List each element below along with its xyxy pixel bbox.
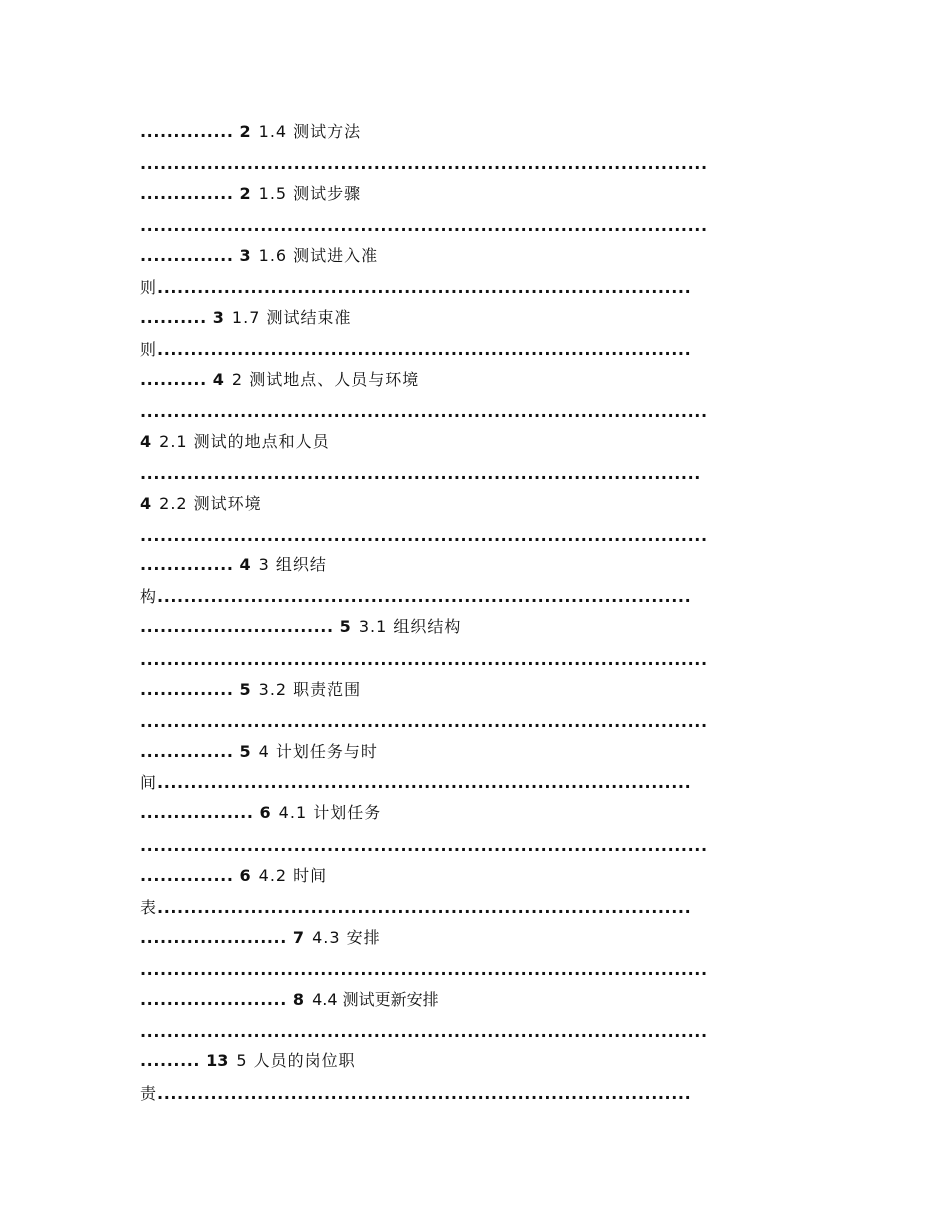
leader-dots: ..........: [140, 370, 207, 389]
toc-entry[interactable]: [140, 555, 327, 575]
entry-tail: 构: [140, 587, 158, 606]
leader-dots: ..............: [140, 866, 234, 885]
leader-dots: .........: [140, 1051, 201, 1070]
page-number: 4: [140, 494, 152, 513]
entry-title: 4.4 测试更新安排: [312, 990, 439, 1009]
toc-entry[interactable]: [140, 184, 361, 204]
entry-title: 5 人员的岗位职: [236, 1051, 356, 1070]
page-number: 6: [259, 803, 271, 822]
leader-dots: ..............: [140, 680, 234, 699]
page-number: 3: [212, 308, 224, 327]
page-number: 4: [212, 370, 224, 389]
leader-dots: .....................................................................................: [140, 1022, 708, 1041]
toc-continuation: [140, 836, 812, 856]
toc-continuation: [140, 154, 812, 174]
toc-entry[interactable]: [140, 928, 381, 948]
page-number: 13: [206, 1051, 229, 1070]
toc-continuation: [140, 650, 812, 670]
entry-title: 1.4 测试方法: [258, 122, 362, 141]
page-number: 7: [292, 928, 305, 947]
leader-dots: ..........: [140, 308, 207, 327]
entry-title: 1.7 测试结束准: [231, 308, 352, 327]
leader-dots: .....................................................................................: [140, 960, 708, 979]
entry-title: 3.1 组织结构: [358, 617, 462, 636]
entry-title: 4.3 安排: [312, 928, 381, 947]
page-number: 2: [239, 122, 251, 141]
toc-continuation: [140, 464, 812, 484]
leader-dots: ................................................................................: [157, 278, 692, 297]
page-number: 6: [239, 866, 251, 885]
leader-dots: ................................................................................: [157, 340, 692, 359]
entry-title: 1.5 测试步骤: [258, 184, 362, 203]
toc-continuation: [140, 587, 812, 607]
entry-title: 4.1 计划任务: [278, 803, 382, 822]
toc-entry[interactable]: [140, 494, 262, 514]
leader-dots: .....................................................................................: [140, 154, 708, 173]
leader-dots: ......................: [140, 928, 287, 947]
toc-continuation: [140, 1084, 812, 1104]
leader-dots: ..............: [140, 246, 234, 265]
toc-entry[interactable]: [140, 680, 361, 700]
leader-dots: ................................................................................: [157, 773, 692, 792]
leader-dots: ................................................................................: [157, 898, 692, 917]
leader-dots: .................: [140, 803, 254, 822]
toc-entry[interactable]: [140, 742, 378, 762]
entry-title: 3.2 职责范围: [258, 680, 362, 699]
leader-dots: .....................................................................................: [140, 836, 708, 855]
leader-dots: .....................................................................................: [140, 650, 708, 669]
toc-continuation: [140, 1022, 812, 1042]
leader-dots: .....................................................................................: [140, 526, 708, 545]
toc-continuation: [140, 526, 812, 546]
leader-dots: ................................................................................: [157, 587, 692, 606]
toc-entry[interactable]: [140, 866, 327, 886]
entry-title: 4.2 时间: [258, 866, 328, 885]
leader-dots: .............................: [140, 617, 334, 636]
leader-dots: ................................................................................: [157, 1084, 692, 1103]
toc-continuation: [140, 960, 812, 980]
entry-title: 3 组织结: [258, 555, 327, 574]
toc-continuation: [140, 278, 812, 298]
toc-entry[interactable]: [140, 803, 381, 823]
page-number: 4: [239, 555, 251, 574]
page-number: 5: [339, 617, 351, 636]
leader-dots: ......................: [140, 990, 287, 1009]
leader-dots: ..............: [140, 742, 234, 761]
toc-continuation: [140, 773, 812, 793]
entry-tail: 则: [140, 278, 158, 297]
entry-title: 2 测试地点、人员与环境: [231, 370, 420, 389]
entry-title: 2.1 测试的地点和人员: [159, 432, 330, 451]
entry-tail: 间: [140, 773, 158, 792]
toc-entry[interactable]: [140, 1051, 356, 1071]
entry-title: 4 计划任务与时: [258, 742, 378, 761]
toc-entry[interactable]: [140, 370, 419, 390]
leader-dots: ..............: [140, 555, 234, 574]
toc-entry[interactable]: [140, 122, 361, 142]
toc-continuation: [140, 402, 812, 422]
entry-tail: 责: [140, 1084, 158, 1103]
toc-entry[interactable]: [140, 246, 378, 266]
toc-entry[interactable]: [140, 990, 439, 1010]
toc-continuation: [140, 712, 812, 732]
entry-tail: 表: [140, 898, 158, 917]
entry-tail: 则: [140, 340, 158, 359]
leader-dots: .....................................................................................: [140, 712, 708, 731]
page-number: 5: [239, 742, 251, 761]
entry-title: 1.6 测试进入准: [258, 246, 379, 265]
leader-dots: ..............: [140, 122, 234, 141]
toc-continuation: [140, 898, 812, 918]
leader-dots: ....................................................................................: [140, 464, 701, 483]
page-number: 2: [239, 184, 251, 203]
toc-entry[interactable]: [140, 432, 330, 452]
page-number: 8: [292, 990, 305, 1009]
page-number: 4: [140, 432, 152, 451]
toc-entry[interactable]: [140, 308, 351, 328]
page-number: 3: [239, 246, 251, 265]
leader-dots: ..............: [140, 184, 234, 203]
leader-dots: .....................................................................................: [140, 402, 708, 421]
toc-entry[interactable]: [140, 617, 461, 637]
page-number: 5: [239, 680, 251, 699]
toc-continuation: [140, 340, 812, 360]
entry-title: 2.2 测试环境: [159, 494, 262, 513]
leader-dots: .....................................................................................: [140, 216, 708, 235]
toc-continuation: [140, 216, 812, 236]
